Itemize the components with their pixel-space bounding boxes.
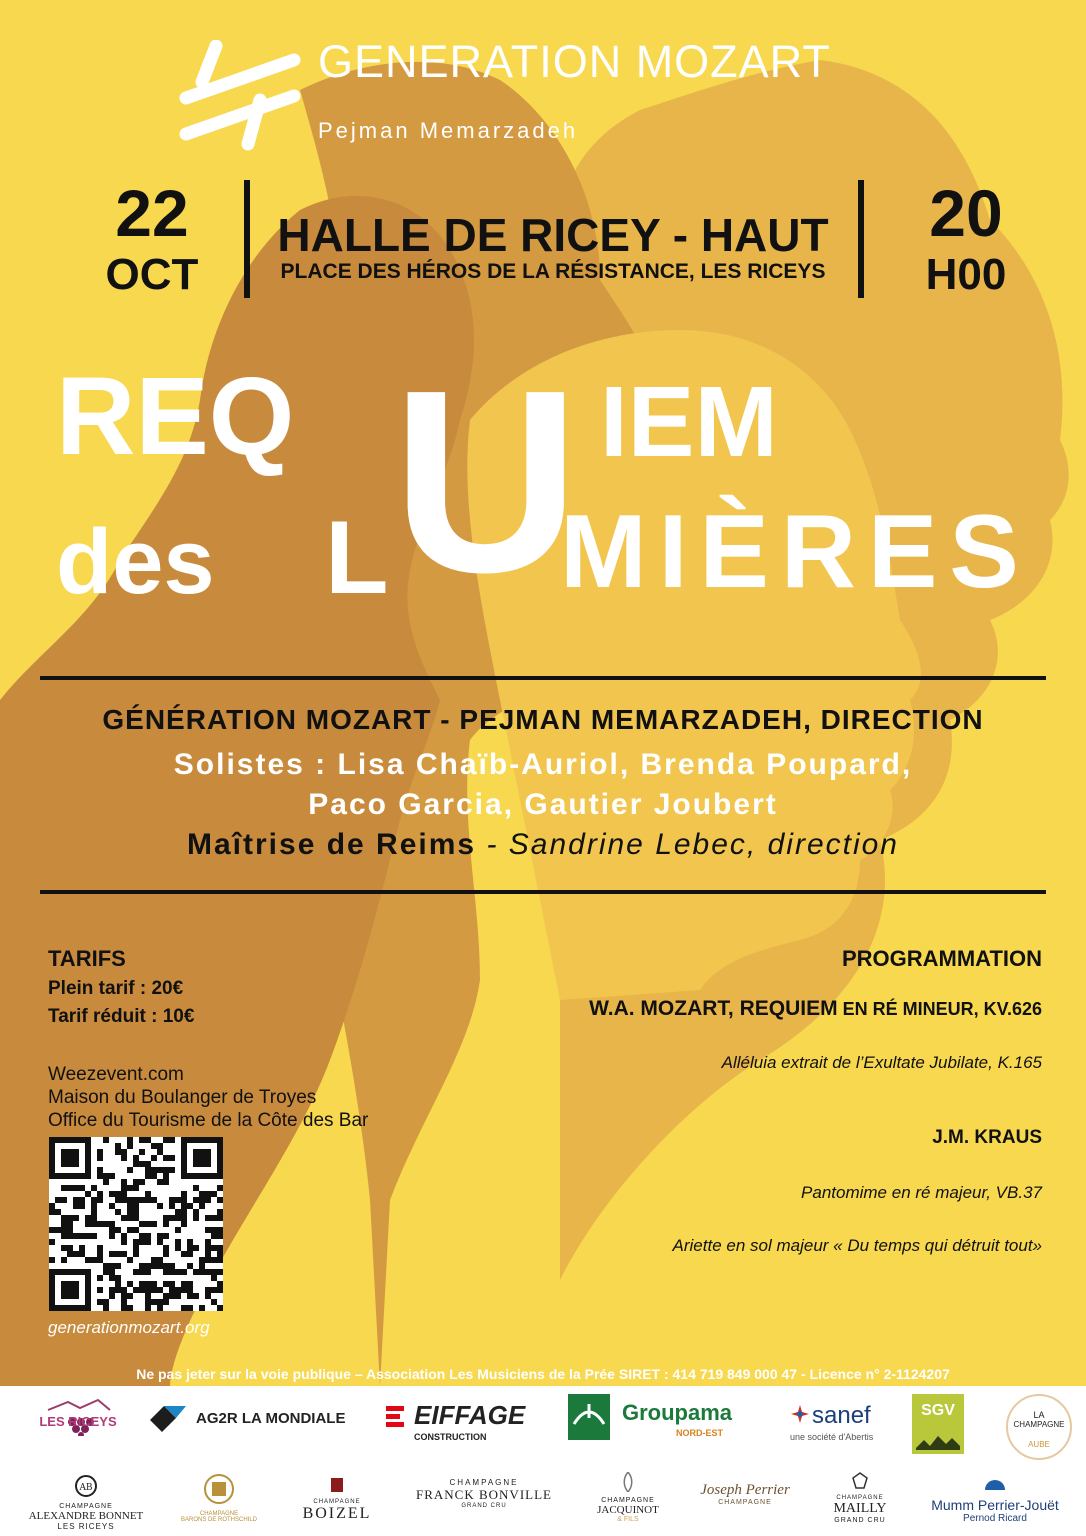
sgv-vineyard-icon [916,1432,960,1450]
sponsor-joseph-perrier [690,1482,800,1528]
sponsor-groupama [568,1394,748,1446]
date-day: 22 [115,176,189,250]
sponsor-sgv [912,1394,964,1454]
title-iem: IEM [600,366,778,478]
sponsor-jacquinot-c: & FILS [617,1516,639,1523]
divider-right [858,180,864,298]
point-vente-1: Weezevent.com [48,1064,184,1085]
sponsor-mailly-b: MAILLY [833,1501,887,1516]
boizel-crest-icon [328,1476,346,1494]
svg-text:AB: AB [79,1483,93,1493]
program-mozart-title: W.A. MOZART, REQUIEM [589,997,838,1020]
sponsor-bonnet-c: LES RICEYS [57,1522,115,1531]
ag2r-logo-icon [146,1402,190,1438]
sponsor-les-riceys-label: LES RICEYS [39,1414,117,1429]
sponsor-ag2r [146,1398,346,1438]
sponsor-franck-bonville [410,1478,558,1528]
hashtag-logo-icon [176,40,304,152]
sponsor-bonnet-a: CHAMPAGNE [59,1503,113,1510]
groupama-logo-icon [568,1394,610,1440]
sponsor-mailly [818,1472,902,1532]
title-req: REQ [56,355,295,478]
sponsor-bonville-c: GRAND CRU [461,1503,507,1509]
sponsor-les-riceys [28,1396,128,1460]
program-mozart [589,997,1042,1021]
venue-name: HALLE DE RICEY - HAUT [277,209,829,261]
sponsor-alexandre-bonnet [26,1474,146,1530]
title-mieres: MIÈRES [560,494,1031,610]
sponsor-eiffage-label: EIFFAGE [414,1400,526,1430]
rothschild-crest-icon [202,1472,236,1506]
sponsor-rothschild-a: CHAMPAGNE [199,1511,239,1517]
sponsor-mumm-sub: Pernod Ricard [963,1513,1027,1524]
sponsor-boizel [292,1476,382,1530]
sponsor-sanef-label: sanef [812,1402,871,1429]
credits-orchestra: GÉNÉRATION MOZART - PEJMAN MEMARZADEH, DIRECTION [102,704,984,735]
sponsor-jacquinot-b: JACQUINOT [597,1504,659,1516]
point-vente-2: Maison du Boulanger de Troyes [48,1087,317,1108]
date-month: OCT [105,250,199,299]
sponsor-perrier-label: Joseph Perrier [700,1482,790,1498]
program-mozart-key: EN RÉ MINEUR, KV.626 [837,999,1042,1019]
tarif-plein: Plein tarif : 20€ [48,978,184,999]
credits-soloists-2: Paco Garcia, Gautier Joubert [308,788,778,821]
sponsor-eiffage [384,1402,534,1446]
sponsor-perrier-sub: CHAMPAGNE [718,1499,772,1506]
jacquinot-leaf-icon [621,1472,635,1492]
program-mozart-item: Alléluia extrait de l’Exultate Jubilate, K.165 [721,1053,1042,1072]
sponsor-barons-rothschild [164,1472,274,1532]
sponsor-champagne-aube-c: AUBE [1028,1440,1050,1449]
sanef-star-icon [790,1404,810,1424]
choir-name: Maîtrise de Reims [187,828,477,861]
sponsor-bonville-b: FRANCK BONVILLE [416,1487,552,1502]
sponsor-champagne-aube-b: CHAMPAGNE [1013,1420,1065,1429]
qr-code[interactable] [49,1137,223,1311]
programmation-heading: PROGRAMMATION [841,946,1042,971]
credits-soloists-1: Solistes : Lisa Chaïb-Auriol, Brenda Poupard, [173,748,913,781]
rule-bottom [40,890,1046,894]
bonnet-crest-icon [74,1474,98,1498]
sponsor-boizel-a: CHAMPAGNE [313,1499,361,1505]
sponsor-mumm-label: Mumm Perrier-Jouët [931,1497,1059,1513]
sponsor-mailly-c: GRAND CRU [834,1517,886,1524]
sponsor-jacquinot [580,1472,676,1532]
website-link[interactable]: generationmozart.org [48,1318,210,1337]
header-title: GENERATION MOZART [318,36,831,87]
choir-director: - Sandrine Lebec, direction [476,828,899,861]
program-kraus-item-1: Pantomime en ré majeur, VB.37 [801,1183,1042,1202]
sponsor-groupama-label: Groupama [622,1400,733,1425]
title-l: L [325,500,389,616]
sponsor-sanef-sub: une société d'Abertis [790,1432,874,1442]
mailly-crest-icon [851,1472,869,1490]
header-subtitle: Pejman Memarzadeh [318,118,579,143]
program-kraus-item-2: Ariette en sol majeur « Du temps qui détruit tout» [672,1236,1042,1255]
sponsor-bonnet-b: ALEXANDRE BONNET [28,1510,144,1522]
credits-choir [40,828,1046,862]
pernod-sun-icon [983,1472,1007,1492]
eiffage-logo-icon [384,1404,406,1428]
sponsor-boizel-b: BOIZEL [302,1505,372,1522]
sponsor-mumm-perrier-jouet [920,1472,1070,1528]
point-vente-3: Office du Tourisme de la Côte des Bar [48,1110,369,1131]
sponsor-sanef [790,1402,890,1446]
sponsor-bonville-a: CHAMPAGNE [449,1478,519,1487]
tarifs-heading: TARIFS [48,946,126,971]
sponsor-mailly-a: CHAMPAGNE [836,1495,884,1501]
sponsor-eiffage-sub: CONSTRUCTION [414,1432,487,1442]
sponsor-rothschild-b: BARONS DE ROTHSCHILD [180,1517,257,1523]
tarif-reduit: Tarif réduit : 10€ [48,1006,195,1027]
sponsor-strip [0,1386,1086,1536]
sponsor-champagne-aube [1006,1394,1072,1460]
sponsor-champagne-aube-a: LA [1033,1410,1045,1420]
sponsor-sgv-label: SGV [921,1402,955,1419]
sponsor-groupama-sub: NORD-EST [676,1428,723,1438]
rule-top [40,676,1046,680]
title-big-u: U [392,337,580,627]
venue-address: PLACE DES HÉROS DE LA RÉSISTANCE, LES RICEYS [280,260,826,283]
sponsor-jacquinot-a: CHAMPAGNE [601,1497,655,1504]
footer-legal-note: Ne pas jeter sur la voie publique – Association Les Musiciens de la Prée SIRET : 414 719 849 000 47 - Licence n° 2-1124207 [136,1366,950,1382]
time-hour: 20 [929,176,1003,250]
time-minutes: H00 [925,250,1007,299]
title-des: des [56,511,215,613]
program-kraus: J.M. KRAUS [932,1127,1042,1148]
sponsor-ag2r-label: AG2R LA MONDIALE [196,1410,346,1427]
